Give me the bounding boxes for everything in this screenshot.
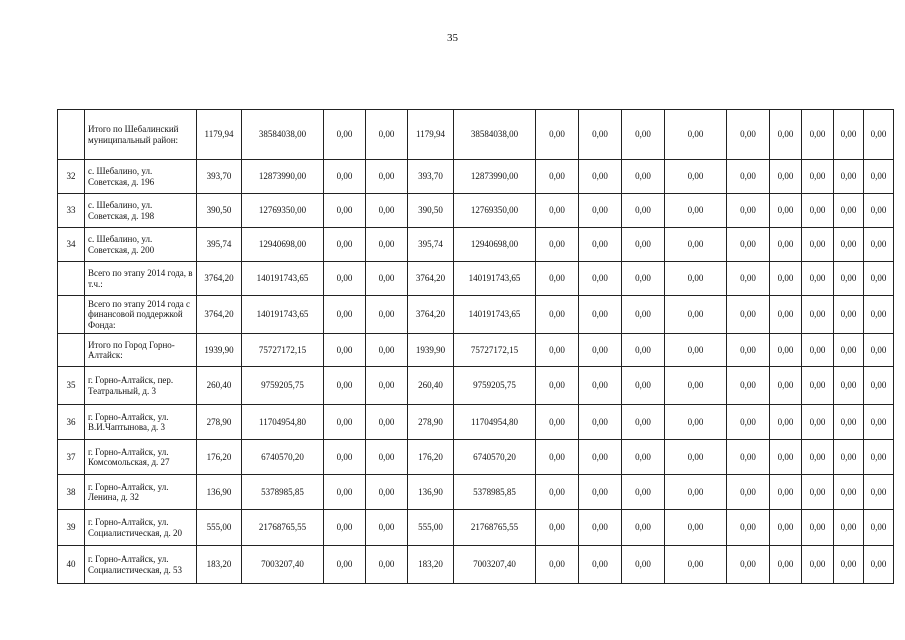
table-cell: 0,00 (536, 405, 579, 440)
table-cell: 0,00 (366, 262, 408, 296)
table-cell: 11704954,80 (454, 405, 536, 440)
table-cell: 0,00 (770, 334, 802, 367)
table-cell: 260,40 (408, 367, 454, 405)
table-cell: 0,00 (665, 160, 727, 194)
table-cell: 0,00 (727, 262, 770, 296)
table-row (58, 194, 894, 228)
table-cell: 0,00 (802, 228, 834, 262)
table-row (58, 296, 894, 334)
table-cell: 0,00 (802, 510, 834, 546)
table-cell: 0,00 (536, 262, 579, 296)
table-cell: 0,00 (366, 405, 408, 440)
row-number: 38 (58, 475, 85, 510)
table-cell: 0,00 (864, 296, 894, 334)
table-cell: 0,00 (324, 110, 366, 160)
table-cell: 0,00 (834, 296, 864, 334)
row-number: 39 (58, 510, 85, 546)
table-cell: 0,00 (536, 475, 579, 510)
table-cell: 7003207,40 (242, 546, 324, 584)
table-cell: 0,00 (579, 334, 622, 367)
table-cell: 0,00 (366, 475, 408, 510)
table-cell: 0,00 (727, 367, 770, 405)
table-cell: 0,00 (802, 475, 834, 510)
row-address: Всего по этапу 2014 года, в т.ч.: (85, 262, 197, 296)
table-cell: 0,00 (366, 334, 408, 367)
table-cell: 0,00 (802, 546, 834, 584)
table-cell: 0,00 (324, 546, 366, 584)
table-cell: 0,00 (802, 367, 834, 405)
table-cell: 0,00 (324, 228, 366, 262)
table-cell: 0,00 (622, 510, 665, 546)
table-cell: 6740570,20 (242, 440, 324, 475)
row-number (58, 334, 85, 367)
table-cell: 0,00 (536, 546, 579, 584)
table-cell: 0,00 (834, 546, 864, 584)
table-cell: 0,00 (864, 334, 894, 367)
table-cell: 0,00 (622, 228, 665, 262)
row-number: 37 (58, 440, 85, 475)
table-cell: 0,00 (864, 228, 894, 262)
table-row (58, 262, 894, 296)
table-cell: 0,00 (802, 194, 834, 228)
table-cell: 0,00 (366, 228, 408, 262)
table-cell: 0,00 (834, 475, 864, 510)
row-number: 32 (58, 160, 85, 194)
table-cell: 38584038,00 (454, 110, 536, 160)
table-row (58, 405, 894, 440)
table-cell: 0,00 (622, 440, 665, 475)
table-cell: 0,00 (802, 440, 834, 475)
table-cell: 0,00 (579, 475, 622, 510)
table-cell: 6740570,20 (454, 440, 536, 475)
table-cell: 1939,90 (197, 334, 242, 367)
table-cell: 390,50 (408, 194, 454, 228)
table-cell: 0,00 (366, 194, 408, 228)
table-cell: 0,00 (864, 110, 894, 160)
table-cell: 7003207,40 (454, 546, 536, 584)
table-cell: 21768765,55 (454, 510, 536, 546)
table-cell: 0,00 (727, 440, 770, 475)
table-cell: 395,74 (197, 228, 242, 262)
table-cell: 0,00 (864, 262, 894, 296)
row-address: Всего по этапу 2014 года с финансовой поддержкой Фонда: (85, 296, 197, 334)
table-cell: 75727172,15 (242, 334, 324, 367)
table-cell: 393,70 (197, 160, 242, 194)
table-cell: 0,00 (324, 262, 366, 296)
row-address: Итого по Город Горно-Алтайск: (85, 334, 197, 367)
row-address: г. Горно-Алтайск, ул. Комсомольская, д. 27 (85, 440, 197, 475)
table-cell: 0,00 (665, 334, 727, 367)
table-cell: 1939,90 (408, 334, 454, 367)
table-cell: 183,20 (408, 546, 454, 584)
table-cell: 0,00 (324, 194, 366, 228)
table-cell: 0,00 (770, 228, 802, 262)
table-cell: 11704954,80 (242, 405, 324, 440)
table-cell: 0,00 (864, 194, 894, 228)
table-row (58, 160, 894, 194)
table-cell: 0,00 (834, 228, 864, 262)
row-address: Итого по Шебалинский муниципальный район: (85, 110, 197, 160)
table-cell: 0,00 (665, 440, 727, 475)
table-cell: 0,00 (324, 475, 366, 510)
row-address: г. Горно-Алтайск, пер. Театральный, д. 3 (85, 367, 197, 405)
row-number: 36 (58, 405, 85, 440)
table-cell: 0,00 (622, 296, 665, 334)
table-cell: 278,90 (197, 405, 242, 440)
table-cell: 0,00 (727, 228, 770, 262)
table-cell: 0,00 (622, 475, 665, 510)
table-cell: 393,70 (408, 160, 454, 194)
row-address: с. Шебалино, ул. Советская, д. 200 (85, 228, 197, 262)
table-cell: 0,00 (770, 405, 802, 440)
table-cell: 0,00 (665, 262, 727, 296)
table-cell: 0,00 (665, 367, 727, 405)
table-cell: 0,00 (366, 296, 408, 334)
table-cell: 0,00 (536, 510, 579, 546)
table-cell: 555,00 (408, 510, 454, 546)
table-cell: 3764,20 (197, 262, 242, 296)
row-number: 33 (58, 194, 85, 228)
table-cell: 0,00 (579, 194, 622, 228)
table-cell: 21768765,55 (242, 510, 324, 546)
table-cell: 0,00 (622, 160, 665, 194)
table-cell: 555,00 (197, 510, 242, 546)
table-row (58, 440, 894, 475)
table-cell: 390,50 (197, 194, 242, 228)
table-cell: 136,90 (408, 475, 454, 510)
table-cell: 140191743,65 (454, 262, 536, 296)
page-number: 35 (447, 32, 458, 44)
table-cell: 0,00 (770, 367, 802, 405)
row-number (58, 262, 85, 296)
table-cell: 1179,94 (408, 110, 454, 160)
table-cell: 136,90 (197, 475, 242, 510)
table-cell: 176,20 (197, 440, 242, 475)
table-cell: 9759205,75 (454, 367, 536, 405)
table-cell: 0,00 (622, 367, 665, 405)
table-cell: 0,00 (579, 262, 622, 296)
table-cell: 0,00 (324, 296, 366, 334)
table-cell: 278,90 (408, 405, 454, 440)
table-cell: 0,00 (324, 160, 366, 194)
table-cell: 75727172,15 (454, 334, 536, 367)
table-cell: 0,00 (536, 110, 579, 160)
table-cell: 0,00 (770, 546, 802, 584)
table-cell: 0,00 (727, 160, 770, 194)
table-cell: 0,00 (834, 194, 864, 228)
table-cell: 0,00 (802, 160, 834, 194)
table-cell: 12873990,00 (242, 160, 324, 194)
row-address: г. Горно-Алтайск, ул. Социалистическая, д. 20 (85, 510, 197, 546)
table-cell: 0,00 (864, 367, 894, 405)
table-cell: 140191743,65 (242, 296, 324, 334)
table-cell: 0,00 (802, 405, 834, 440)
table-cell: 0,00 (802, 110, 834, 160)
table-cell: 260,40 (197, 367, 242, 405)
table-cell: 0,00 (579, 405, 622, 440)
table-cell: 0,00 (727, 546, 770, 584)
table-cell: 0,00 (366, 546, 408, 584)
table-cell: 0,00 (834, 160, 864, 194)
data-table (57, 109, 894, 584)
table-body (58, 110, 894, 584)
table-cell: 5378985,85 (454, 475, 536, 510)
table-cell: 0,00 (579, 440, 622, 475)
table-cell: 0,00 (579, 228, 622, 262)
table-cell: 3764,20 (408, 262, 454, 296)
table-cell: 0,00 (622, 405, 665, 440)
table-cell: 0,00 (622, 334, 665, 367)
table-cell: 0,00 (727, 194, 770, 228)
table-cell: 0,00 (366, 160, 408, 194)
table-cell: 0,00 (579, 546, 622, 584)
table-cell: 0,00 (324, 510, 366, 546)
table-cell: 0,00 (324, 334, 366, 367)
table-cell: 12940698,00 (242, 228, 324, 262)
table-cell: 0,00 (770, 160, 802, 194)
table-cell: 0,00 (864, 405, 894, 440)
table-cell: 0,00 (622, 546, 665, 584)
table-cell: 0,00 (366, 110, 408, 160)
table-cell: 0,00 (770, 262, 802, 296)
table-cell: 0,00 (579, 110, 622, 160)
table-cell: 0,00 (727, 405, 770, 440)
table-cell: 0,00 (834, 110, 864, 160)
table-cell: 0,00 (665, 194, 727, 228)
table-cell: 0,00 (770, 194, 802, 228)
table-row (58, 546, 894, 584)
table-cell: 0,00 (802, 262, 834, 296)
table-cell: 0,00 (665, 296, 727, 334)
table-cell: 0,00 (727, 510, 770, 546)
table-cell: 0,00 (834, 405, 864, 440)
table-cell: 0,00 (834, 510, 864, 546)
table-cell: 0,00 (665, 546, 727, 584)
table-cell: 0,00 (579, 510, 622, 546)
table-cell: 0,00 (770, 296, 802, 334)
table-cell: 0,00 (834, 367, 864, 405)
table-cell: 140191743,65 (454, 296, 536, 334)
table-cell: 0,00 (665, 228, 727, 262)
table-cell: 0,00 (727, 334, 770, 367)
table-cell: 0,00 (324, 405, 366, 440)
table-cell: 140191743,65 (242, 262, 324, 296)
table-cell: 0,00 (665, 475, 727, 510)
table-cell: 0,00 (622, 262, 665, 296)
table-row (58, 334, 894, 367)
table-cell: 0,00 (770, 475, 802, 510)
table-cell: 0,00 (579, 160, 622, 194)
table-cell: 0,00 (536, 334, 579, 367)
table-cell: 0,00 (579, 296, 622, 334)
table-cell: 395,74 (408, 228, 454, 262)
table-cell: 0,00 (622, 194, 665, 228)
table-cell: 0,00 (324, 440, 366, 475)
table-cell: 0,00 (834, 262, 864, 296)
table-cell: 0,00 (366, 367, 408, 405)
row-address: с. Шебалино, ул. Советская, д. 198 (85, 194, 197, 228)
row-number: 40 (58, 546, 85, 584)
table-cell: 0,00 (864, 160, 894, 194)
table-cell: 0,00 (536, 160, 579, 194)
table-cell: 12940698,00 (454, 228, 536, 262)
row-number: 34 (58, 228, 85, 262)
table-row (58, 110, 894, 160)
table-cell: 0,00 (536, 228, 579, 262)
table-cell: 3764,20 (408, 296, 454, 334)
table-cell: 183,20 (197, 546, 242, 584)
row-number (58, 296, 85, 334)
table-cell: 0,00 (536, 194, 579, 228)
table-cell: 0,00 (770, 110, 802, 160)
row-number: 35 (58, 367, 85, 405)
table-cell: 0,00 (579, 367, 622, 405)
table-cell: 176,20 (408, 440, 454, 475)
table-cell: 0,00 (864, 475, 894, 510)
table-cell: 0,00 (665, 110, 727, 160)
table-cell: 0,00 (727, 110, 770, 160)
table-cell: 0,00 (802, 296, 834, 334)
table-cell: 5378985,85 (242, 475, 324, 510)
table-cell: 0,00 (622, 110, 665, 160)
table-cell: 1179,94 (197, 110, 242, 160)
table-cell: 0,00 (665, 510, 727, 546)
table-cell: 0,00 (802, 334, 834, 367)
row-address: г. Горно-Алтайск, ул. В.И.Чаптынова, д. 3 (85, 405, 197, 440)
table-cell: 0,00 (770, 440, 802, 475)
table-cell: 38584038,00 (242, 110, 324, 160)
table-cell: 3764,20 (197, 296, 242, 334)
table-cell: 0,00 (864, 546, 894, 584)
table-row (58, 228, 894, 262)
table-cell: 0,00 (834, 440, 864, 475)
table-cell: 0,00 (864, 440, 894, 475)
row-number (58, 110, 85, 160)
table-cell: 0,00 (536, 367, 579, 405)
row-address: с. Шебалино, ул. Советская, д. 196 (85, 160, 197, 194)
table-row (58, 475, 894, 510)
row-address: г. Горно-Алтайск, ул. Социалистическая, д. 53 (85, 546, 197, 584)
table-cell: 0,00 (727, 475, 770, 510)
table-cell: 0,00 (864, 510, 894, 546)
table-cell: 0,00 (536, 440, 579, 475)
table-cell: 0,00 (366, 510, 408, 546)
table-cell: 0,00 (324, 367, 366, 405)
table-cell: 0,00 (727, 296, 770, 334)
table-row (58, 510, 894, 546)
table-cell: 0,00 (665, 405, 727, 440)
table-cell: 0,00 (366, 440, 408, 475)
table-cell: 9759205,75 (242, 367, 324, 405)
row-address: г. Горно-Алтайск, ул. Ленина, д. 32 (85, 475, 197, 510)
table-cell: 12769350,00 (242, 194, 324, 228)
table-cell: 12769350,00 (454, 194, 536, 228)
table-row (58, 367, 894, 405)
table-cell: 0,00 (770, 510, 802, 546)
table-cell: 0,00 (536, 296, 579, 334)
table-cell: 12873990,00 (454, 160, 536, 194)
table-cell: 0,00 (834, 334, 864, 367)
